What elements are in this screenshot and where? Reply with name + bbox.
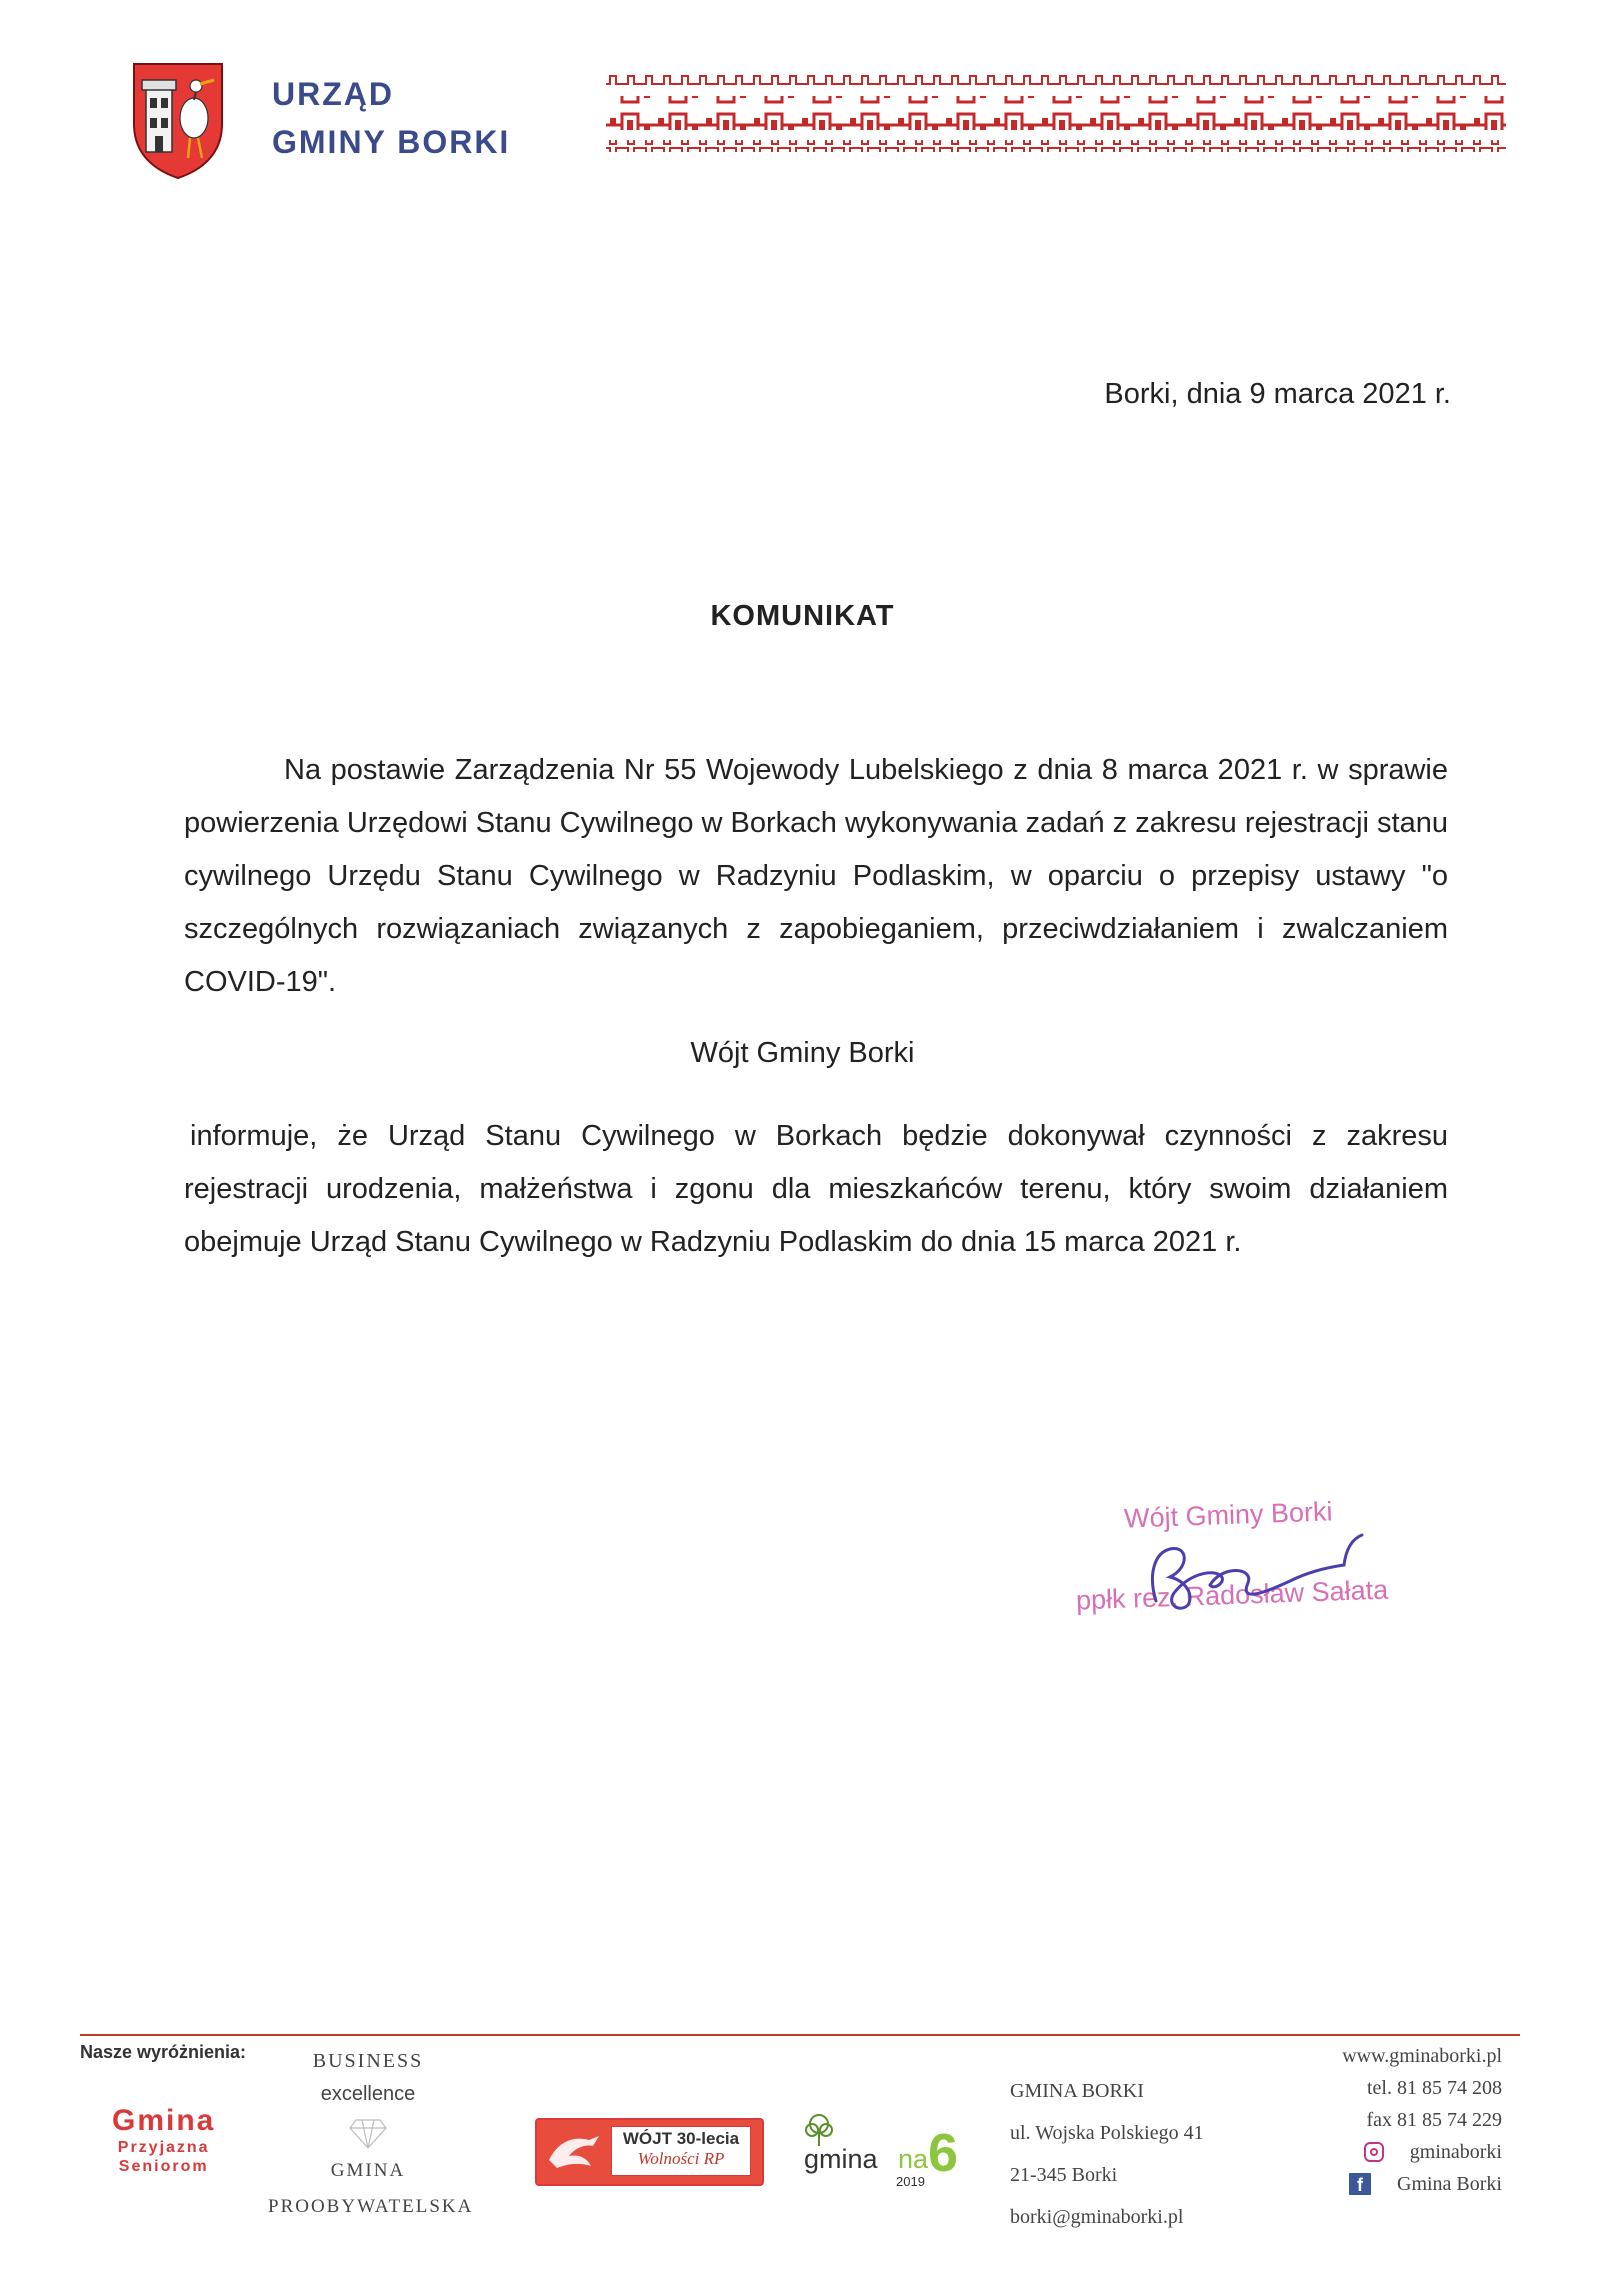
organization-name-line1: URZĄD — [272, 76, 394, 112]
award-senior-line1: Gmina — [112, 2104, 216, 2137]
letter-paragraph-2: informuje, że Urząd Stanu Cywilnego w Borkach będzie dokonywał czynności z zakresu rejestracji urodzenia, małżeństwa i zgonu dla mieszkańców terenu, który swoim działaniem obejmuje Urząd Stanu Cywilnego w Radzyniu Podlaskim do dnia 15 marca 2021 r. — [184, 1120, 1448, 1258]
award-business-line3: GMINA — [330, 2160, 406, 2181]
award-gmina6-year: 2019 — [896, 2174, 925, 2189]
award-business-line2: excellence — [320, 2083, 416, 2105]
facebook-icon: f — [1349, 2173, 1371, 2195]
award-senior-line2: Przyjazna — [117, 2139, 210, 2156]
award-business-line4: PROOBYWATELSKA — [268, 2196, 474, 2217]
contact-instagram: gminaborki — [1409, 2141, 1502, 2163]
organization-name-line2: GMINY BORKI — [272, 124, 511, 160]
award-senior-line3: Seniorom — [118, 2158, 209, 2175]
coat-of-arms-icon — [132, 62, 224, 180]
organization-name — [272, 70, 510, 166]
award-wojt-30-lecia — [535, 2118, 764, 2186]
tree-icon — [802, 2112, 836, 2146]
eagle-icon — [545, 2130, 603, 2172]
instagram-icon — [1364, 2142, 1384, 2162]
award-gmina6-word1: gmina — [804, 2144, 878, 2174]
contact-name: GMINA BORKI — [1010, 2080, 1144, 2102]
awards-label: Nasze wyróżnienia: — [80, 2042, 247, 2062]
contact-facebook-row[interactable] — [1342, 2168, 1502, 2200]
letter-announcer: Wójt Gminy Borki — [690, 1037, 915, 1069]
award-wojt-line1: WÓJT 30-lecia — [622, 2129, 740, 2148]
contact-facebook: Gmina Borki — [1397, 2173, 1502, 2195]
award-gmina-na-6 — [794, 2112, 964, 2192]
footer-divider — [80, 2034, 1520, 2036]
contact-email[interactable]: borki@gminaborki.pl — [1010, 2206, 1184, 2228]
award-wojt-line2: Wolności RP — [637, 2149, 725, 2168]
letter-heading: KOMUNIKAT — [710, 600, 895, 632]
contact-fax: fax 81 85 74 229 — [1366, 2109, 1502, 2131]
stamp-title: Wójt Gminy Borki — [1123, 1496, 1333, 1534]
contact-online — [1342, 2040, 1502, 2200]
letter-date: Borki, dnia 9 marca 2021 r. — [1104, 378, 1451, 410]
contact-street: ul. Wojska Polskiego 41 — [1010, 2122, 1204, 2144]
stamp-name: ppłk rez. Radosław Sałata — [1075, 1574, 1389, 1616]
contact-postal: 21-345 Borki — [1010, 2164, 1118, 2186]
award-gmina6-word2: na — [898, 2144, 929, 2174]
contact-tel: tel. 81 85 74 208 — [1367, 2077, 1502, 2099]
contact-address — [1010, 2070, 1204, 2238]
folk-ornament-decoration — [606, 74, 1506, 156]
award-wojt-label — [611, 2126, 751, 2176]
award-business-line1: BUSINESS — [312, 2050, 424, 2072]
letter-paragraph-1: Na postawie Zarządzenia Nr 55 Wojewody Lubelskiego z dnia 8 marca 2021 r. w sprawie powierzenia Urzędowi Stanu Cywilnego w Borkach wykonywania zadań z zakresu rejestracji stanu cywilnego Urzędu Stanu Cywilnego w Radzyniu Podlaskim, w oparciu o przepisy ustawy "o szczególnych rozwiązaniach związanych z zapobieganiem, przeciwdziałaniem i zwalczaniem COVID-19". — [184, 754, 1448, 998]
contact-website[interactable]: www.gminaborki.pl — [1342, 2045, 1502, 2067]
contact-instagram-row[interactable] — [1342, 2136, 1502, 2168]
diamond-icon — [348, 2116, 388, 2150]
award-business-excellence — [268, 2050, 474, 2218]
award-gmina6-word3: 6 — [928, 2123, 959, 2183]
award-senior-friendly — [112, 2104, 215, 2176]
handwritten-signature — [1130, 1505, 1390, 1625]
